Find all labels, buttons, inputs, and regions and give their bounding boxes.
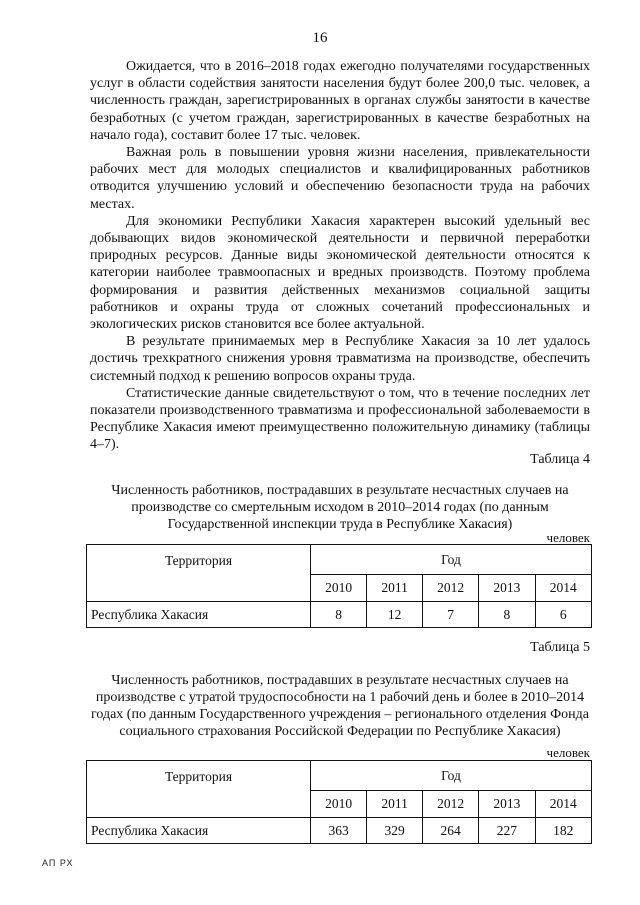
year-header: Год (311, 761, 592, 791)
table4 (86, 544, 592, 628)
year-cell: 2012 (422, 791, 478, 818)
year-cell: 2010 (311, 791, 367, 818)
year-cell: 2013 (479, 575, 535, 602)
paragraph-labor-safety-role: Важная роль в повышении уровня жизни населения, привлекательности рабочих мест для молодых специалистов и квалифицированных работников отводится улучшению условий и обеспечению безопасности труда на рабочих местах. (90, 145, 590, 212)
value-cell: 329 (367, 818, 423, 844)
table4-title: Численность работников, пострадавших в результате несчастных случаев на производстве со смертельным исходом в 2010–2014 годах (по данным Государственной инспекции труда в Республике Хакасия) (111, 483, 569, 532)
value-cell: 8 (311, 602, 367, 628)
paragraph-injury-reduction: В результате принимаемых мер в Республике Хакасия за 10 лет удалось достичь трехкратного снижения уровня травматизма на производстве, обеспечить системный подход к решению вопросов охраны труда. (90, 334, 590, 384)
paragraph-employment-forecast: Ожидается, что в 2016–2018 годах ежегодно получателями государственных услуг в области содействия занятости населения будут более 200,0 тыс. человек, а численность граждан, зарегистрированных в органах службы занятости в качестве безработных (с учетом граждан, зарегистрированных в качестве безработных на начало года), составит более 17 тыс. человек. (90, 59, 590, 143)
value-cell: 6 (535, 602, 591, 628)
value-cell: 7 (422, 602, 478, 628)
page-number: 16 (312, 30, 328, 46)
year-cell: 2013 (479, 791, 535, 818)
table5-title: Численность работников, пострадавших в результате несчастных случаев на производстве с утратой трудоспособности на 1 рабочий день и более в 2010–2014 годах (по данным Государственного учреждения – регионального отделения Фонда социального страхования Российской Федерации по Республике Хакасия) (90, 673, 590, 739)
table5 (86, 760, 592, 844)
value-cell: 12 (367, 602, 423, 628)
year-cell: 2010 (311, 575, 367, 602)
table-row (87, 602, 592, 628)
year-cell: 2014 (535, 791, 591, 818)
value-cell: 227 (479, 818, 535, 844)
row-label: Республика Хакасия (87, 818, 311, 844)
year-header: Год (311, 545, 592, 575)
value-cell: 363 (311, 818, 367, 844)
year-cell: 2011 (367, 791, 423, 818)
value-cell: 182 (535, 818, 591, 844)
table-header-row (87, 545, 592, 575)
archive-stamp: АП РХ (42, 858, 74, 868)
paragraph-statistics: Статистические данные свидетельствуют о том, что в течение последних лет показатели производственного травматизма и профессиональной заболеваемости в Республике Хакасия имеют преимущественно положительную динамику (таблицы 4–7). (90, 385, 590, 453)
table-header-row (87, 761, 592, 791)
table-row (87, 818, 592, 844)
table5-label: Таблица 5 (530, 640, 590, 655)
territory-header: Территория (87, 545, 311, 602)
year-cell: 2012 (422, 575, 478, 602)
table5-unit: человек (546, 745, 590, 760)
year-cell: 2014 (535, 575, 591, 602)
paragraph-economy-risks: Для экономики Республики Хакасия характерен высокий удельный вес добывающих видов экономической деятельности и первичной переработки природных ресурсов. Данные виды экономической деятельности относятся к категории наиболее травмоопасных и вредных производств. Поэтому проблема формирования и развития действенных механизмов социальной защиты работников и охраны труда от сложных сочетаний профессиональных и экологических рисков становится все более актуальной. (90, 213, 590, 333)
table4-unit: человек (546, 530, 590, 545)
year-cell: 2011 (367, 575, 423, 602)
row-label: Республика Хакасия (87, 602, 311, 628)
value-cell: 264 (422, 818, 478, 844)
body-text (90, 58, 590, 454)
table4-label: Таблица 4 (530, 452, 590, 467)
territory-header: Территория (87, 761, 311, 818)
value-cell: 8 (479, 602, 535, 628)
